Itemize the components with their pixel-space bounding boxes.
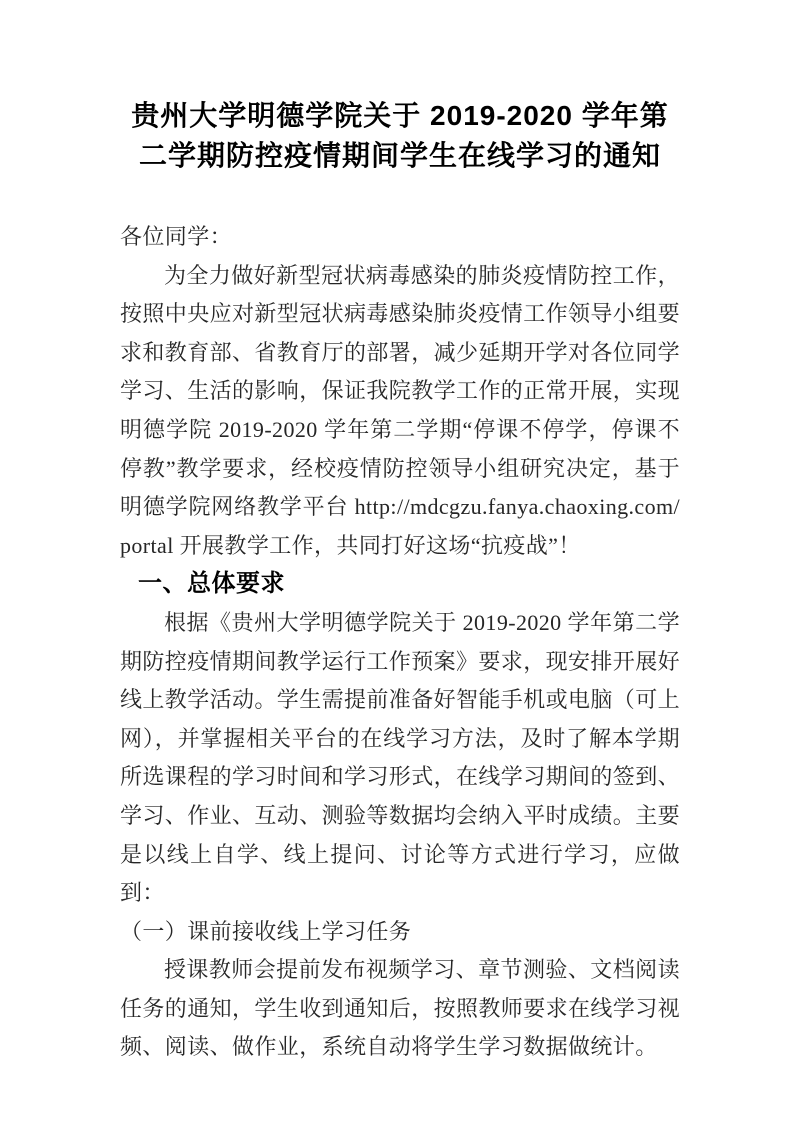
section1-paragraph: 根据《贵州大学明德学院关于 2019-2020 学年第二学期防控疫情期间教学运行工作预案》要求，现安排开展好线上教学活动。学生需提前准备好智能手机或电脑（可上网），并掌握相关平台的在线学习方法，及时了解本学期所选课程的学习时间和学习形式，在线学习期间的签到、学习、作业、互动、测验等数据均会纳入平时成绩。主要是以线上自学、线上提问、讨论等方式进行学习，应做到：	[120, 609, 681, 906]
intro-paragraph: 为全力做好新型冠状病毒感染的肺炎疫情防控工作，按照中央应对新型冠状病毒感染肺炎疫情工作领导小组要求和教育部、省教育厅的部署，减少延期开学对各位同学学习、生活的影响，保证我院教学工作的正常开展，实现明德学院 2019-2020 学年第二学期“停课不停学，停课不停教”教学要求，经校疫情防控领导小组研究决定，基于明德学院网络教学平台 http://mdcgzu.fanya.chaoxing.com/portal 开展教学工作，共同打好这场“抗疫战”！	[120, 262, 681, 558]
subsection-heading-pre-class-tasks: （一）课前接收线上学习任务	[120, 918, 412, 944]
subsection1-paragraph: 授课教师会提前发布视频学习、章节测验、文档阅读任务的通知，学生收到通知后，按照教师要求在线学习视频、阅读、做作业，系统自动将学生学习数据做统计。	[120, 957, 681, 1060]
document-title: 贵州大学明德学院关于 2019-2020 学年第二学期防控疫情期间学生在线学习的通知	[131, 100, 669, 171]
salutation: 各位同学：	[120, 224, 233, 249]
section-heading-overall-requirements: 一、总体要求	[138, 570, 285, 598]
